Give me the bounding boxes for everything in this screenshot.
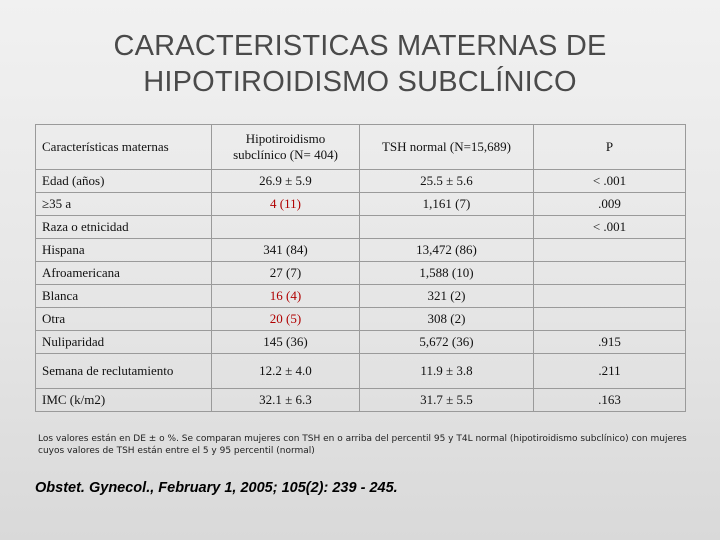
- slide-title: [40, 28, 680, 100]
- row-label: Semana de reclutamiento: [36, 354, 212, 389]
- normal-tsh-value: 11.9 ± 3.8: [360, 354, 534, 389]
- p-value: [534, 262, 686, 285]
- table-row: [36, 308, 686, 331]
- table-row: [36, 193, 686, 216]
- subclinical-value: 20 (5): [212, 308, 360, 331]
- header-normal-tsh: TSH normal (N=15,689): [360, 125, 534, 170]
- p-value: < .001: [534, 216, 686, 239]
- subclinical-value: 341 (84): [212, 239, 360, 262]
- row-label: Otra: [36, 308, 212, 331]
- header-subclinical-hypothyroidism: Hipotiroidismo subclínico (N= 404): [212, 125, 360, 170]
- normal-tsh-value: 308 (2): [360, 308, 534, 331]
- table-row: [36, 216, 686, 239]
- normal-tsh-value: 31.7 ± 5.5: [360, 389, 534, 412]
- normal-tsh-value: 1,161 (7): [360, 193, 534, 216]
- normal-tsh-value: 5,672 (36): [360, 331, 534, 354]
- table-row: [36, 262, 686, 285]
- footnote: Los valores están en DE ± o %. Se comparan mujeres con TSH en o arriba del percentil 95 y T4L normal (hipotiroidismo subclínico) con mujeres cuyos valores de TSH están entre el 5 y 95 percentil (normal): [38, 434, 687, 456]
- subclinical-value: 32.1 ± 6.3: [212, 389, 360, 412]
- row-label: Nuliparidad: [36, 331, 212, 354]
- row-label: Afroamericana: [36, 262, 212, 285]
- citation: Obstet. Gynecol., February 1, 2005; 105(2): 239 - 245.: [35, 480, 398, 496]
- p-value: .211: [534, 354, 686, 389]
- subclinical-value: 145 (36): [212, 331, 360, 354]
- p-value: [534, 308, 686, 331]
- header-characteristics: Características maternas: [36, 125, 212, 170]
- p-value: .009: [534, 193, 686, 216]
- slide-title-line-1: CARACTERISTICAS MATERNAS DE: [113, 30, 607, 62]
- row-label: Raza o etnicidad: [36, 216, 212, 239]
- table-row: [36, 354, 686, 389]
- subclinical-value: 16 (4): [212, 285, 360, 308]
- header-p-value: P: [534, 125, 686, 170]
- table-row: [36, 285, 686, 308]
- subclinical-value: [212, 216, 360, 239]
- p-value: .915: [534, 331, 686, 354]
- table-body: [36, 170, 686, 412]
- table-row: [36, 170, 686, 193]
- row-label: Edad (años): [36, 170, 212, 193]
- row-label: IMC (k/m2): [36, 389, 212, 412]
- row-label: Blanca: [36, 285, 212, 308]
- table-row: [36, 239, 686, 262]
- maternal-characteristics-table: [35, 124, 686, 412]
- row-label: Hispana: [36, 239, 212, 262]
- slide-title-line-2: HIPOTIROIDISMO SUBCLÍNICO: [143, 66, 577, 98]
- table-row: [36, 331, 686, 354]
- table-header-row: [36, 125, 686, 170]
- p-value: [534, 239, 686, 262]
- normal-tsh-value: 321 (2): [360, 285, 534, 308]
- subclinical-value: 26.9 ± 5.9: [212, 170, 360, 193]
- subclinical-value: 12.2 ± 4.0: [212, 354, 360, 389]
- row-label: ≥35 a: [36, 193, 212, 216]
- normal-tsh-value: 13,472 (86): [360, 239, 534, 262]
- p-value: < .001: [534, 170, 686, 193]
- subclinical-value: 4 (11): [212, 193, 360, 216]
- subclinical-value: 27 (7): [212, 262, 360, 285]
- p-value: .163: [534, 389, 686, 412]
- p-value: [534, 285, 686, 308]
- normal-tsh-value: 25.5 ± 5.6: [360, 170, 534, 193]
- normal-tsh-value: [360, 216, 534, 239]
- normal-tsh-value: 1,588 (10): [360, 262, 534, 285]
- table-row: [36, 389, 686, 412]
